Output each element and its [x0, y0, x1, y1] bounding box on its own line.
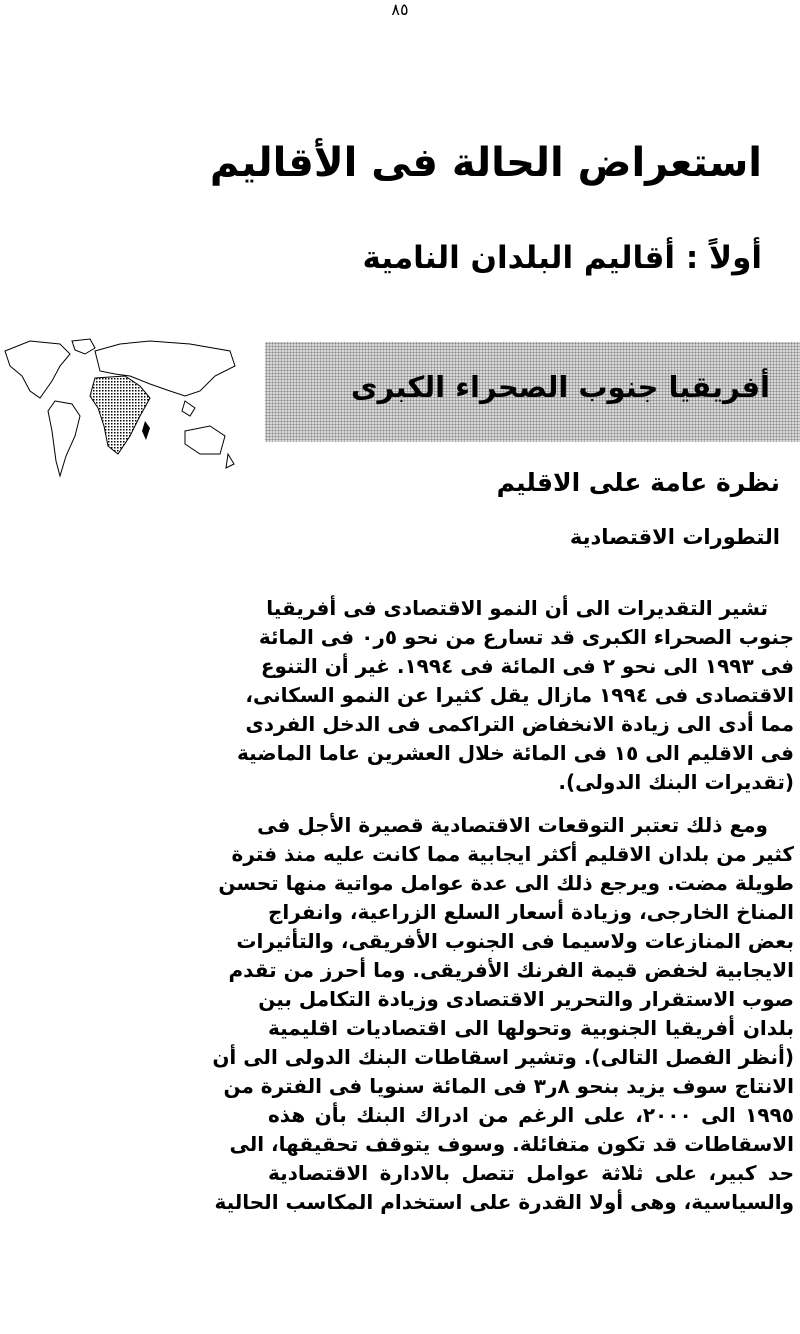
page-title: استعراض الحالة فى الأقاليم: [209, 140, 762, 186]
text-line: بلدان أفريقيا الجنوبية وتحولها الى اقتصاديات اقليمية: [268, 1016, 794, 1040]
paragraph: [212, 811, 794, 1217]
paragraph: [236, 594, 794, 797]
text-line: فى الاقليم الى ١٥ فى المائة خلال العشرين عاما الماضية: [236, 741, 794, 765]
text-line: جنوب الصحراء الكبرى قد تسارع من نحو ٥ر٠ فى المائة: [258, 625, 794, 649]
text-line: كثير من بلدان الاقليم أكثر ايجابية مما كانت عليه منذ فترة: [231, 842, 794, 866]
text-line: والسياسية، وهى أولا القدرة على استخدام المكاسب الحالية: [214, 1190, 794, 1214]
text-line: الانتاج سوف يزيد بنحو ٨ر٣ فى المائة سنويا فى الفترة من: [223, 1074, 794, 1098]
region-banner: [265, 342, 800, 442]
text-line: صوب الاستقرار والتحرير الاقتصادى وزيادة التكامل بين: [258, 987, 794, 1011]
text-line: الاقتصادى فى ١٩٩٤ مازال يقل كثيرا عن النمو السكانى،: [245, 683, 794, 707]
text-line: مما أدى الى زيادة الانخفاض التراكمى فى الدخل الفردى: [245, 712, 794, 736]
text-line: المناخ الخارجى، وزيادة أسعار السلع الزراعية، وانفراج: [268, 900, 794, 924]
body-text: [212, 594, 794, 1217]
text-line: ١٩٩٥ الى ٢٠٠٠، على الرغم من ادراك البنك بأن هذه: [268, 1103, 794, 1127]
text-line: فى ١٩٩٣ الى نحو ٢ فى المائة فى ١٩٩٤. غير أن التنوع: [260, 654, 794, 678]
world-map-icon: [0, 336, 248, 484]
text-line: تشير التقديرات الى أن النمو الاقتصادى فى أفريقيا: [266, 596, 768, 620]
text-line: حد كبير، على ثلاثة عوامل تتصل بالادارة الاقتصادية: [268, 1161, 794, 1185]
page-number: ٨٥: [391, 0, 409, 19]
text-line: بعض المنازعات ولاسيما فى الجنوب الأفريقى، والتأثيرات: [236, 929, 794, 953]
text-line: ومع ذلك تعتبر التوقعات الاقتصادية قصيرة الأجل فى: [257, 813, 768, 837]
text-line: (تقديرات البنك الدولى).: [558, 770, 794, 794]
text-line: الايجابية لخفض قيمة الفرنك الأفريقى. وما أحرز من تقدم: [228, 958, 794, 982]
subsection-heading: التطورات الاقتصادية: [569, 525, 780, 549]
section-heading: نظرة عامة على الاقليم: [496, 468, 780, 497]
section-subtitle: أولاً : أقاليم البلدان النامية: [362, 240, 762, 276]
text-line: طويلة مضت. ويرجع ذلك الى عدة عوامل مواتية منها تحسن: [218, 871, 794, 895]
text-line: الاسقاطات قد تكون متفائلة. وسوف يتوقف تحقيقها، الى: [229, 1132, 794, 1156]
text-line: (أنظر الفصل التالى). وتشير اسقاطات البنك الدولى الى أن: [212, 1045, 794, 1069]
region-title: أفريقيا جنوب الصحراء الكبرى: [350, 370, 770, 404]
